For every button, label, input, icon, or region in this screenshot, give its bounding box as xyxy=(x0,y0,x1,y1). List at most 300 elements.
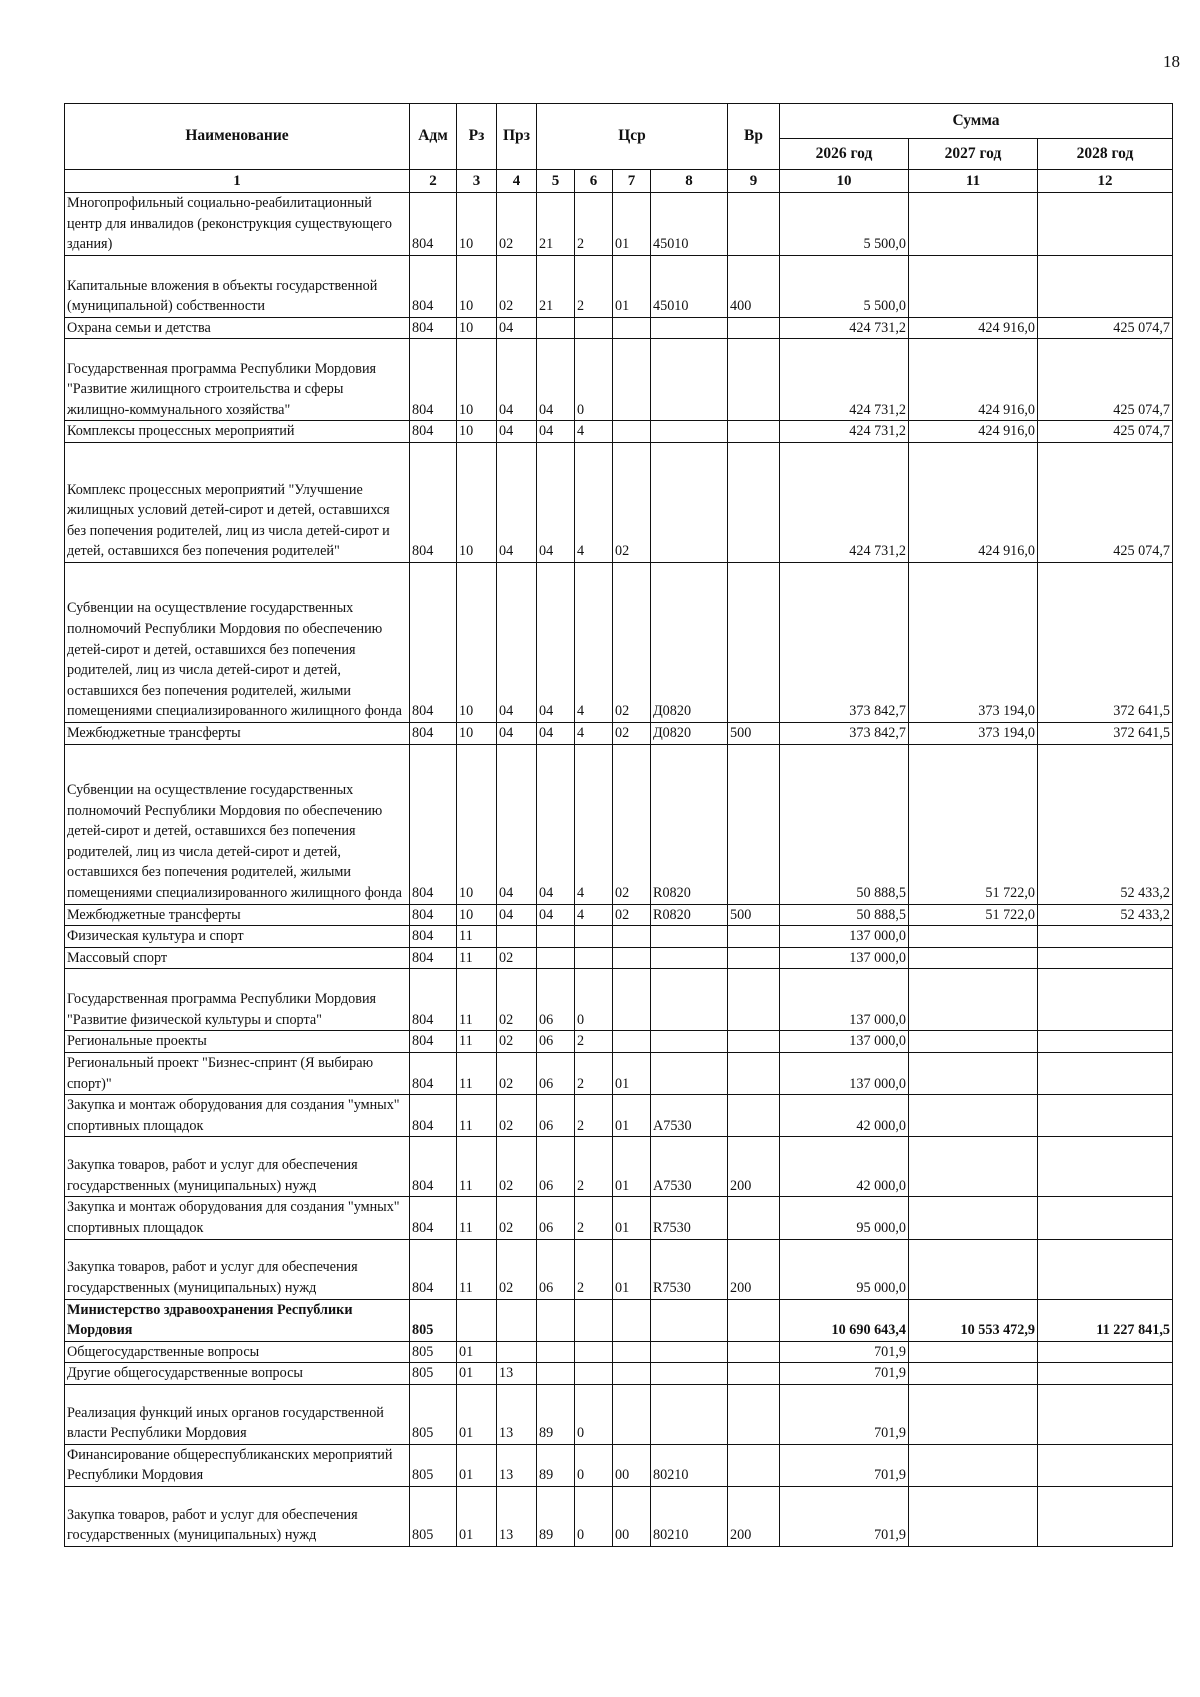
row-sum-2028: 372 641,5 xyxy=(1038,722,1173,744)
row-csr-3 xyxy=(613,969,651,1031)
row-sum-2026: 701,9 xyxy=(780,1363,909,1385)
row-sum-2028 xyxy=(1038,255,1173,317)
row-prz: 02 xyxy=(497,947,537,969)
row-prz: 02 xyxy=(497,1095,537,1137)
row-rz: 10 xyxy=(457,339,497,421)
row-prz: 02 xyxy=(497,1137,537,1197)
row-adm: 804 xyxy=(410,744,457,904)
row-csr-3 xyxy=(613,1384,651,1444)
row-csr-4 xyxy=(651,969,728,1031)
row-sum-2028: 52 433,2 xyxy=(1038,904,1173,926)
row-csr-1: 89 xyxy=(537,1384,575,1444)
row-sum-2026: 701,9 xyxy=(780,1384,909,1444)
row-vr xyxy=(728,744,780,904)
col-number: 11 xyxy=(909,170,1038,193)
row-sum-2026: 373 842,7 xyxy=(780,722,909,744)
row-sum-2028: 372 641,5 xyxy=(1038,562,1173,722)
row-sum-2028: 425 074,7 xyxy=(1038,442,1173,562)
row-rz: 01 xyxy=(457,1341,497,1363)
row-rz: 11 xyxy=(457,1197,497,1239)
row-vr xyxy=(728,926,780,948)
row-csr-2: 0 xyxy=(575,1384,613,1444)
row-name: Закупка и монтаж оборудования для создания "умных" спортивных площадок xyxy=(65,1095,410,1137)
row-sum-2028 xyxy=(1038,1095,1173,1137)
table-row xyxy=(65,421,1173,443)
table-row xyxy=(65,562,1173,722)
row-csr-2 xyxy=(575,926,613,948)
row-csr-3: 01 xyxy=(613,255,651,317)
row-csr-1: 21 xyxy=(537,255,575,317)
row-rz: 01 xyxy=(457,1384,497,1444)
row-sum-2028 xyxy=(1038,926,1173,948)
table-row xyxy=(65,1052,1173,1094)
row-csr-4 xyxy=(651,339,728,421)
row-sum-2026: 424 731,2 xyxy=(780,317,909,339)
row-adm: 804 xyxy=(410,947,457,969)
row-vr xyxy=(728,969,780,1031)
row-vr: 400 xyxy=(728,255,780,317)
row-rz: 10 xyxy=(457,562,497,722)
row-rz: 01 xyxy=(457,1444,497,1486)
row-sum-2027 xyxy=(909,926,1038,948)
row-vr xyxy=(728,1299,780,1341)
row-csr-4 xyxy=(651,442,728,562)
row-vr: 500 xyxy=(728,722,780,744)
row-csr-2: 4 xyxy=(575,744,613,904)
row-sum-2028 xyxy=(1038,1341,1173,1363)
row-sum-2026: 424 731,2 xyxy=(780,442,909,562)
row-csr-1 xyxy=(537,1363,575,1385)
row-vr xyxy=(728,193,780,256)
row-vr xyxy=(728,947,780,969)
row-adm: 804 xyxy=(410,339,457,421)
row-rz: 11 xyxy=(457,1052,497,1094)
row-name: Многопрофильный социально-реабилитационный центр для инвалидов (реконструкция существующего здания) xyxy=(65,193,410,256)
row-csr-4: R0820 xyxy=(651,904,728,926)
row-csr-4 xyxy=(651,1299,728,1341)
row-sum-2027: 51 722,0 xyxy=(909,744,1038,904)
row-rz: 11 xyxy=(457,1031,497,1053)
row-csr-2: 4 xyxy=(575,442,613,562)
row-csr-1: 06 xyxy=(537,1239,575,1299)
row-sum-2027 xyxy=(909,1384,1038,1444)
row-rz: 10 xyxy=(457,722,497,744)
row-csr-1 xyxy=(537,926,575,948)
page-number: 18 xyxy=(1163,52,1180,71)
row-sum-2028 xyxy=(1038,1444,1173,1486)
row-sum-2026: 95 000,0 xyxy=(780,1197,909,1239)
table-row xyxy=(65,255,1173,317)
row-csr-2: 2 xyxy=(575,1095,613,1137)
row-adm: 804 xyxy=(410,255,457,317)
row-adm: 804 xyxy=(410,562,457,722)
row-sum-2028 xyxy=(1038,969,1173,1031)
row-sum-2026: 137 000,0 xyxy=(780,969,909,1031)
row-csr-3 xyxy=(613,1031,651,1053)
row-csr-2 xyxy=(575,947,613,969)
row-sum-2026: 50 888,5 xyxy=(780,904,909,926)
row-rz: 11 xyxy=(457,1095,497,1137)
table-row xyxy=(65,1341,1173,1363)
row-name: Капитальные вложения в объекты государственной (муниципальной) собственности xyxy=(65,255,410,317)
col-number: 8 xyxy=(651,170,728,193)
row-vr xyxy=(728,1197,780,1239)
table-row xyxy=(65,947,1173,969)
row-vr xyxy=(728,1444,780,1486)
row-csr-1: 06 xyxy=(537,1095,575,1137)
row-prz: 04 xyxy=(497,442,537,562)
table-row xyxy=(65,317,1173,339)
row-adm: 804 xyxy=(410,1095,457,1137)
row-name: Комплекс процессных мероприятий "Улучшение жилищных условий детей-сирот и детей, оставшихся без попечения родителей, лиц из числа детей-сирот и детей, оставшихся без попечения родителей" xyxy=(65,442,410,562)
row-sum-2026: 137 000,0 xyxy=(780,1052,909,1094)
row-csr-1 xyxy=(537,317,575,339)
row-vr xyxy=(728,562,780,722)
row-csr-3 xyxy=(613,1299,651,1341)
row-adm: 805 xyxy=(410,1444,457,1486)
row-vr xyxy=(728,1384,780,1444)
header-prz: Прз xyxy=(497,104,537,170)
row-csr-3: 02 xyxy=(613,562,651,722)
row-prz: 02 xyxy=(497,193,537,256)
row-rz: 01 xyxy=(457,1487,497,1547)
header-year-2026: 2026 год xyxy=(780,139,909,170)
row-csr-4: Д0820 xyxy=(651,722,728,744)
row-csr-1: 89 xyxy=(537,1487,575,1547)
row-csr-4: 80210 xyxy=(651,1444,728,1486)
header-vr: Вр xyxy=(728,104,780,170)
row-vr xyxy=(728,442,780,562)
table-row xyxy=(65,722,1173,744)
row-sum-2027 xyxy=(909,1137,1038,1197)
row-vr xyxy=(728,1341,780,1363)
row-sum-2026: 373 842,7 xyxy=(780,562,909,722)
table-row xyxy=(65,926,1173,948)
row-csr-3 xyxy=(613,339,651,421)
row-csr-3 xyxy=(613,317,651,339)
row-csr-1: 04 xyxy=(537,421,575,443)
row-csr-4: 80210 xyxy=(651,1487,728,1547)
row-csr-1: 04 xyxy=(537,442,575,562)
row-rz: 11 xyxy=(457,969,497,1031)
row-csr-1: 04 xyxy=(537,744,575,904)
row-csr-3: 02 xyxy=(613,442,651,562)
header-rz: Рз xyxy=(457,104,497,170)
header-adm: Адм xyxy=(410,104,457,170)
row-csr-2: 4 xyxy=(575,904,613,926)
row-sum-2028 xyxy=(1038,1239,1173,1299)
table-row xyxy=(65,1363,1173,1385)
row-csr-3 xyxy=(613,926,651,948)
row-sum-2026: 424 731,2 xyxy=(780,339,909,421)
row-sum-2028: 425 074,7 xyxy=(1038,317,1173,339)
row-rz: 11 xyxy=(457,947,497,969)
row-sum-2026: 137 000,0 xyxy=(780,926,909,948)
row-adm: 804 xyxy=(410,317,457,339)
row-csr-3 xyxy=(613,1341,651,1363)
row-sum-2028: 425 074,7 xyxy=(1038,339,1173,421)
row-csr-3: 01 xyxy=(613,1239,651,1299)
row-csr-4: R0820 xyxy=(651,744,728,904)
row-csr-4: Д0820 xyxy=(651,562,728,722)
col-number: 2 xyxy=(410,170,457,193)
row-sum-2028 xyxy=(1038,947,1173,969)
table-body xyxy=(65,193,1173,1547)
row-csr-2: 2 xyxy=(575,1239,613,1299)
row-rz: 10 xyxy=(457,904,497,926)
row-csr-1 xyxy=(537,1299,575,1341)
row-sum-2026: 95 000,0 xyxy=(780,1239,909,1299)
row-vr xyxy=(728,1095,780,1137)
row-prz: 02 xyxy=(497,1197,537,1239)
row-prz: 13 xyxy=(497,1384,537,1444)
row-csr-4 xyxy=(651,947,728,969)
row-prz: 04 xyxy=(497,744,537,904)
row-sum-2027: 424 916,0 xyxy=(909,339,1038,421)
row-adm: 804 xyxy=(410,1137,457,1197)
row-csr-2 xyxy=(575,1341,613,1363)
row-csr-4 xyxy=(651,421,728,443)
row-adm: 805 xyxy=(410,1299,457,1341)
row-sum-2027 xyxy=(909,947,1038,969)
row-prz: 02 xyxy=(497,1052,537,1094)
col-number: 5 xyxy=(537,170,575,193)
row-adm: 804 xyxy=(410,1052,457,1094)
row-name: Закупка товаров, работ и услуг для обеспечения государственных (муниципальных) нужд xyxy=(65,1487,410,1547)
col-number: 3 xyxy=(457,170,497,193)
row-name: Комплексы процессных мероприятий xyxy=(65,421,410,443)
row-prz xyxy=(497,1341,537,1363)
row-adm: 804 xyxy=(410,969,457,1031)
row-csr-3: 01 xyxy=(613,1197,651,1239)
row-sum-2026: 42 000,0 xyxy=(780,1137,909,1197)
row-sum-2028 xyxy=(1038,1031,1173,1053)
row-adm: 804 xyxy=(410,926,457,948)
row-csr-2: 2 xyxy=(575,1052,613,1094)
row-sum-2027: 373 194,0 xyxy=(909,722,1038,744)
col-number: 7 xyxy=(613,170,651,193)
row-sum-2026: 701,9 xyxy=(780,1487,909,1547)
col-number: 10 xyxy=(780,170,909,193)
row-adm: 805 xyxy=(410,1363,457,1385)
row-csr-2 xyxy=(575,1363,613,1385)
row-name: Финансирование общереспубликанских мероприятий Республики Мордовия xyxy=(65,1444,410,1486)
row-adm: 804 xyxy=(410,1239,457,1299)
row-sum-2027 xyxy=(909,1239,1038,1299)
row-sum-2028 xyxy=(1038,1197,1173,1239)
row-name: Массовый спорт xyxy=(65,947,410,969)
row-csr-4: 45010 xyxy=(651,193,728,256)
row-csr-4: R7530 xyxy=(651,1239,728,1299)
row-csr-2 xyxy=(575,317,613,339)
row-sum-2026: 50 888,5 xyxy=(780,744,909,904)
row-csr-3: 01 xyxy=(613,1052,651,1094)
header-sum: Сумма xyxy=(780,104,1173,139)
row-sum-2028 xyxy=(1038,1487,1173,1547)
row-name: Охрана семьи и детства xyxy=(65,317,410,339)
row-csr-4: 45010 xyxy=(651,255,728,317)
row-sum-2026: 42 000,0 xyxy=(780,1095,909,1137)
row-csr-3 xyxy=(613,1363,651,1385)
row-sum-2027: 373 194,0 xyxy=(909,562,1038,722)
table-row xyxy=(65,969,1173,1031)
row-rz: 10 xyxy=(457,421,497,443)
table-row xyxy=(65,1299,1173,1341)
row-sum-2026: 701,9 xyxy=(780,1444,909,1486)
row-vr xyxy=(728,1031,780,1053)
row-adm: 804 xyxy=(410,1197,457,1239)
row-vr xyxy=(728,421,780,443)
row-csr-2: 0 xyxy=(575,1444,613,1486)
row-prz: 04 xyxy=(497,317,537,339)
table-row xyxy=(65,1384,1173,1444)
row-csr-1: 89 xyxy=(537,1444,575,1486)
row-csr-1: 06 xyxy=(537,969,575,1031)
row-sum-2026: 10 690 643,4 xyxy=(780,1299,909,1341)
row-csr-1: 06 xyxy=(537,1031,575,1053)
row-sum-2027 xyxy=(909,1095,1038,1137)
row-adm: 805 xyxy=(410,1487,457,1547)
row-prz: 02 xyxy=(497,1031,537,1053)
row-name: Закупка и монтаж оборудования для создания "умных" спортивных площадок xyxy=(65,1197,410,1239)
row-adm: 804 xyxy=(410,1031,457,1053)
row-name: Межбюджетные трансферты xyxy=(65,904,410,926)
col-number: 1 xyxy=(65,170,410,193)
row-rz xyxy=(457,1299,497,1341)
row-sum-2027 xyxy=(909,255,1038,317)
row-adm: 805 xyxy=(410,1341,457,1363)
row-csr-1: 06 xyxy=(537,1197,575,1239)
table-row xyxy=(65,1197,1173,1239)
row-adm: 804 xyxy=(410,904,457,926)
row-sum-2026: 701,9 xyxy=(780,1341,909,1363)
row-name: Межбюджетные трансферты xyxy=(65,722,410,744)
row-sum-2027 xyxy=(909,1197,1038,1239)
row-name: Другие общегосударственные вопросы xyxy=(65,1363,410,1385)
row-csr-4 xyxy=(651,1341,728,1363)
table-row xyxy=(65,193,1173,256)
row-csr-4 xyxy=(651,1363,728,1385)
col-number: 12 xyxy=(1038,170,1173,193)
row-name: Закупка товаров, работ и услуг для обеспечения государственных (муниципальных) нужд xyxy=(65,1239,410,1299)
row-sum-2026: 5 500,0 xyxy=(780,255,909,317)
row-csr-2: 4 xyxy=(575,562,613,722)
row-csr-1: 04 xyxy=(537,904,575,926)
row-sum-2028 xyxy=(1038,1384,1173,1444)
row-csr-4 xyxy=(651,1031,728,1053)
row-prz: 13 xyxy=(497,1487,537,1547)
row-rz: 10 xyxy=(457,193,497,256)
row-csr-3: 02 xyxy=(613,722,651,744)
row-csr-2: 0 xyxy=(575,969,613,1031)
row-csr-2: 4 xyxy=(575,722,613,744)
row-vr xyxy=(728,339,780,421)
row-csr-2: 0 xyxy=(575,339,613,421)
row-sum-2026: 137 000,0 xyxy=(780,947,909,969)
table-row xyxy=(65,1095,1173,1137)
row-csr-4: A7530 xyxy=(651,1137,728,1197)
row-sum-2028 xyxy=(1038,1052,1173,1094)
row-vr xyxy=(728,317,780,339)
row-vr: 200 xyxy=(728,1239,780,1299)
table-row xyxy=(65,1137,1173,1197)
row-sum-2028 xyxy=(1038,193,1173,256)
row-prz: 02 xyxy=(497,1239,537,1299)
row-vr: 500 xyxy=(728,904,780,926)
row-csr-1 xyxy=(537,947,575,969)
row-prz: 04 xyxy=(497,339,537,421)
row-csr-3: 01 xyxy=(613,1137,651,1197)
row-name: Государственная программа Республики Мордовия "Развитие жилищного строительства и сферы жилищно-коммунального хозяйства" xyxy=(65,339,410,421)
row-name: Региональный проект "Бизнес-спринт (Я выбираю спорт)" xyxy=(65,1052,410,1094)
row-prz xyxy=(497,1299,537,1341)
row-sum-2028 xyxy=(1038,1137,1173,1197)
row-csr-2: 2 xyxy=(575,1197,613,1239)
header-csr: Цср xyxy=(537,104,728,170)
row-csr-2: 2 xyxy=(575,1137,613,1197)
row-csr-4: A7530 xyxy=(651,1095,728,1137)
row-csr-2: 0 xyxy=(575,1487,613,1547)
table-row xyxy=(65,339,1173,421)
row-csr-1: 04 xyxy=(537,722,575,744)
row-name: Субвенции на осуществление государственных полномочий Республики Мордовия по обеспечению детей-сирот и детей, оставшихся без попечения родителей, лиц из числа детей-сирот и детей, оставшихся без попечения родителей, жилыми помещениями специализированного жилищного фонда xyxy=(65,744,410,904)
row-rz: 10 xyxy=(457,442,497,562)
row-sum-2027 xyxy=(909,1444,1038,1486)
row-csr-1: 06 xyxy=(537,1052,575,1094)
row-prz: 04 xyxy=(497,904,537,926)
budget-table xyxy=(64,103,1173,1547)
row-csr-3: 00 xyxy=(613,1487,651,1547)
row-prz xyxy=(497,926,537,948)
table-row xyxy=(65,1031,1173,1053)
row-csr-3 xyxy=(613,421,651,443)
row-rz: 01 xyxy=(457,1363,497,1385)
row-csr-4 xyxy=(651,926,728,948)
row-prz: 04 xyxy=(497,722,537,744)
row-csr-1: 21 xyxy=(537,193,575,256)
row-prz: 02 xyxy=(497,255,537,317)
row-name: Общегосударственные вопросы xyxy=(65,1341,410,1363)
row-sum-2026: 424 731,2 xyxy=(780,421,909,443)
row-rz: 11 xyxy=(457,1239,497,1299)
row-sum-2027: 424 916,0 xyxy=(909,421,1038,443)
row-csr-3: 02 xyxy=(613,904,651,926)
row-name: Закупка товаров, работ и услуг для обеспечения государственных (муниципальных) нужд xyxy=(65,1137,410,1197)
row-csr-1: 04 xyxy=(537,339,575,421)
row-csr-4 xyxy=(651,1384,728,1444)
row-sum-2028: 11 227 841,5 xyxy=(1038,1299,1173,1341)
row-sum-2027 xyxy=(909,1052,1038,1094)
row-csr-2: 2 xyxy=(575,193,613,256)
row-csr-2: 2 xyxy=(575,1031,613,1053)
row-adm: 805 xyxy=(410,1384,457,1444)
table-row xyxy=(65,1487,1173,1547)
row-csr-1: 06 xyxy=(537,1137,575,1197)
col-number: 4 xyxy=(497,170,537,193)
row-csr-2: 4 xyxy=(575,421,613,443)
row-csr-4: R7530 xyxy=(651,1197,728,1239)
row-sum-2027 xyxy=(909,193,1038,256)
column-numbers-row xyxy=(65,170,1173,193)
header-year-2028: 2028 год xyxy=(1038,139,1173,170)
row-csr-3 xyxy=(613,947,651,969)
row-vr: 200 xyxy=(728,1137,780,1197)
row-sum-2026: 5 500,0 xyxy=(780,193,909,256)
row-sum-2028 xyxy=(1038,1363,1173,1385)
row-prz: 02 xyxy=(497,969,537,1031)
row-csr-4 xyxy=(651,1052,728,1094)
row-rz: 11 xyxy=(457,1137,497,1197)
